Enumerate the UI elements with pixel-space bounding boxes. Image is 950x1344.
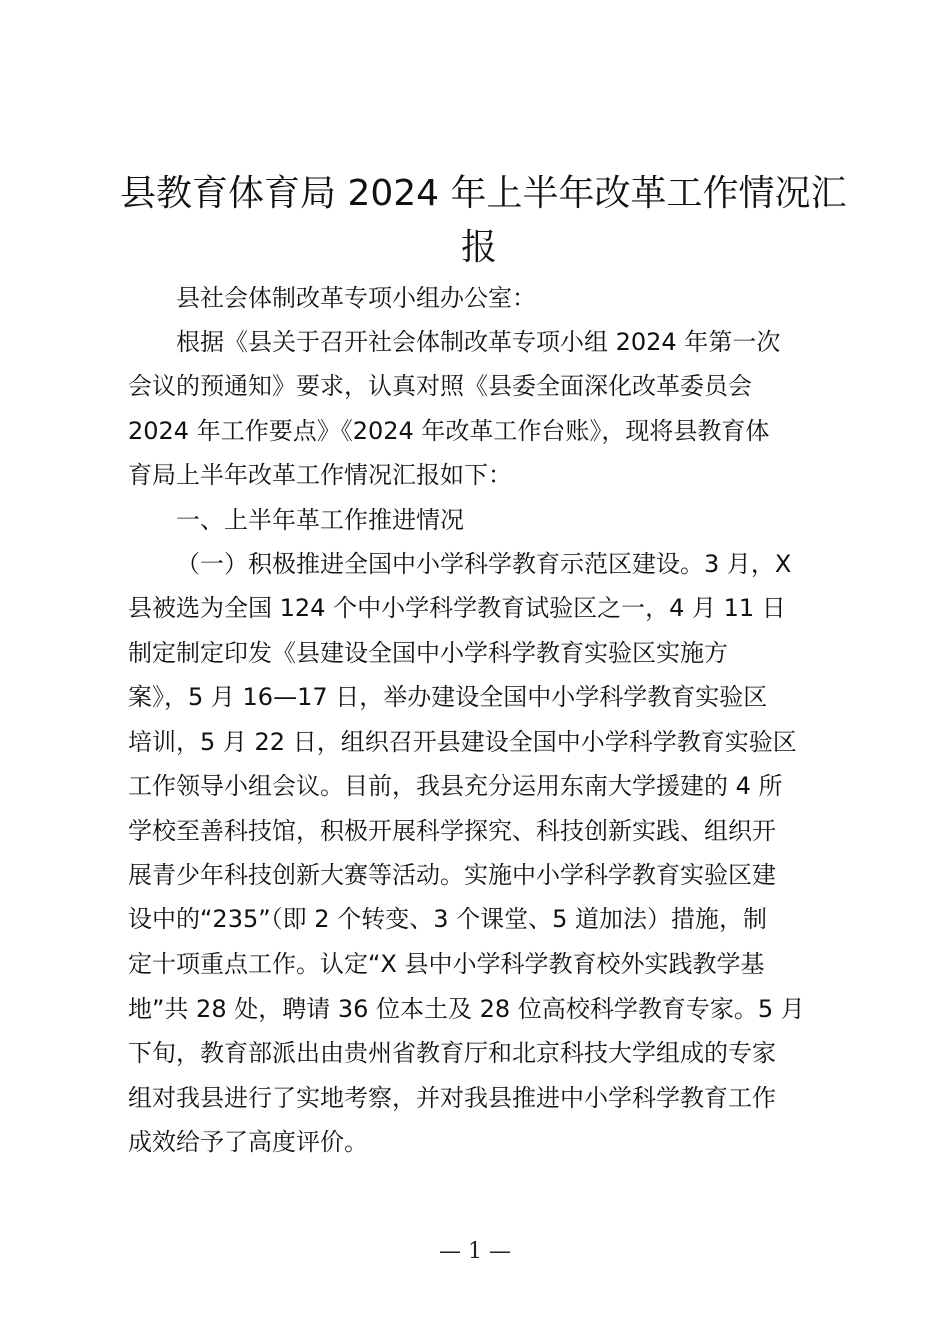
section-heading: 一、上半年革工作推进情况 (176, 506, 464, 534)
salutation: 县社会体制改革专项小组办公室： (176, 284, 536, 312)
document-title-line-1: 县教育体育局 2024 年上半年改革工作情况汇 (120, 173, 847, 214)
subsection-line: 成效给予了高度评价。 (128, 1128, 368, 1156)
document-title-line-2: 报 (460, 227, 497, 268)
subsection-line: 地”共 28 处，聘请 36 位本土及 28 位高校科学教育专家。5 月 (128, 995, 805, 1023)
subsection-line: 培训，5 月 22 日，组织召开县建设全国中小学科学教育实验区 (128, 728, 797, 756)
subsection-line: （一）积极推进全国中小学科学教育示范区建设。3 月，X (176, 550, 792, 578)
subsection-line: 制定制定印发《县建设全国中小学科学教育实验区实施方 (128, 639, 728, 667)
subsection-line: 展青少年科技创新大赛等活动。实施中小学科学教育实验区建 (128, 861, 776, 889)
intro-line: 育局上半年改革工作情况汇报如下： (128, 461, 512, 489)
intro-line: 会议的预通知》要求，认真对照《县委全面深化改革委员会 (128, 372, 752, 400)
subsection-line: 定十项重点工作。认定“X 县中小学科学教育校外实践教学基 (128, 950, 765, 978)
subsection-line: 案》，5 月 16—17 日，举办建设全国中小学科学教育实验区 (128, 683, 768, 711)
intro-line: 2024 年工作要点》《2024 年改革工作台账》，现将县教育体 (128, 417, 770, 445)
subsection-line: 组对我县进行了实地考察，并对我县推进中小学科学教育工作 (128, 1084, 776, 1112)
subsection-line: 设中的“235”（即 2 个转变、3 个课堂、5 道加法）措施，制 (128, 905, 767, 933)
subsection-line: 学校至善科技馆，积极开展科学探究、科技创新实践、组织开 (128, 817, 776, 845)
page-number: — 1 — (439, 1239, 511, 1264)
subsection-line: 县被选为全国 124 个中小学科学教育试验区之一，4 月 11 日 (128, 594, 786, 622)
subsection-line: 工作领导小组会议。目前，我县充分运用东南大学援建的 4 所 (128, 772, 783, 800)
subsection-line: 下旬，教育部派出由贵州省教育厅和北京科技大学组成的专家 (128, 1039, 776, 1067)
intro-line: 根据《县关于召开社会体制改革专项小组 2024 年第一次 (176, 328, 781, 356)
